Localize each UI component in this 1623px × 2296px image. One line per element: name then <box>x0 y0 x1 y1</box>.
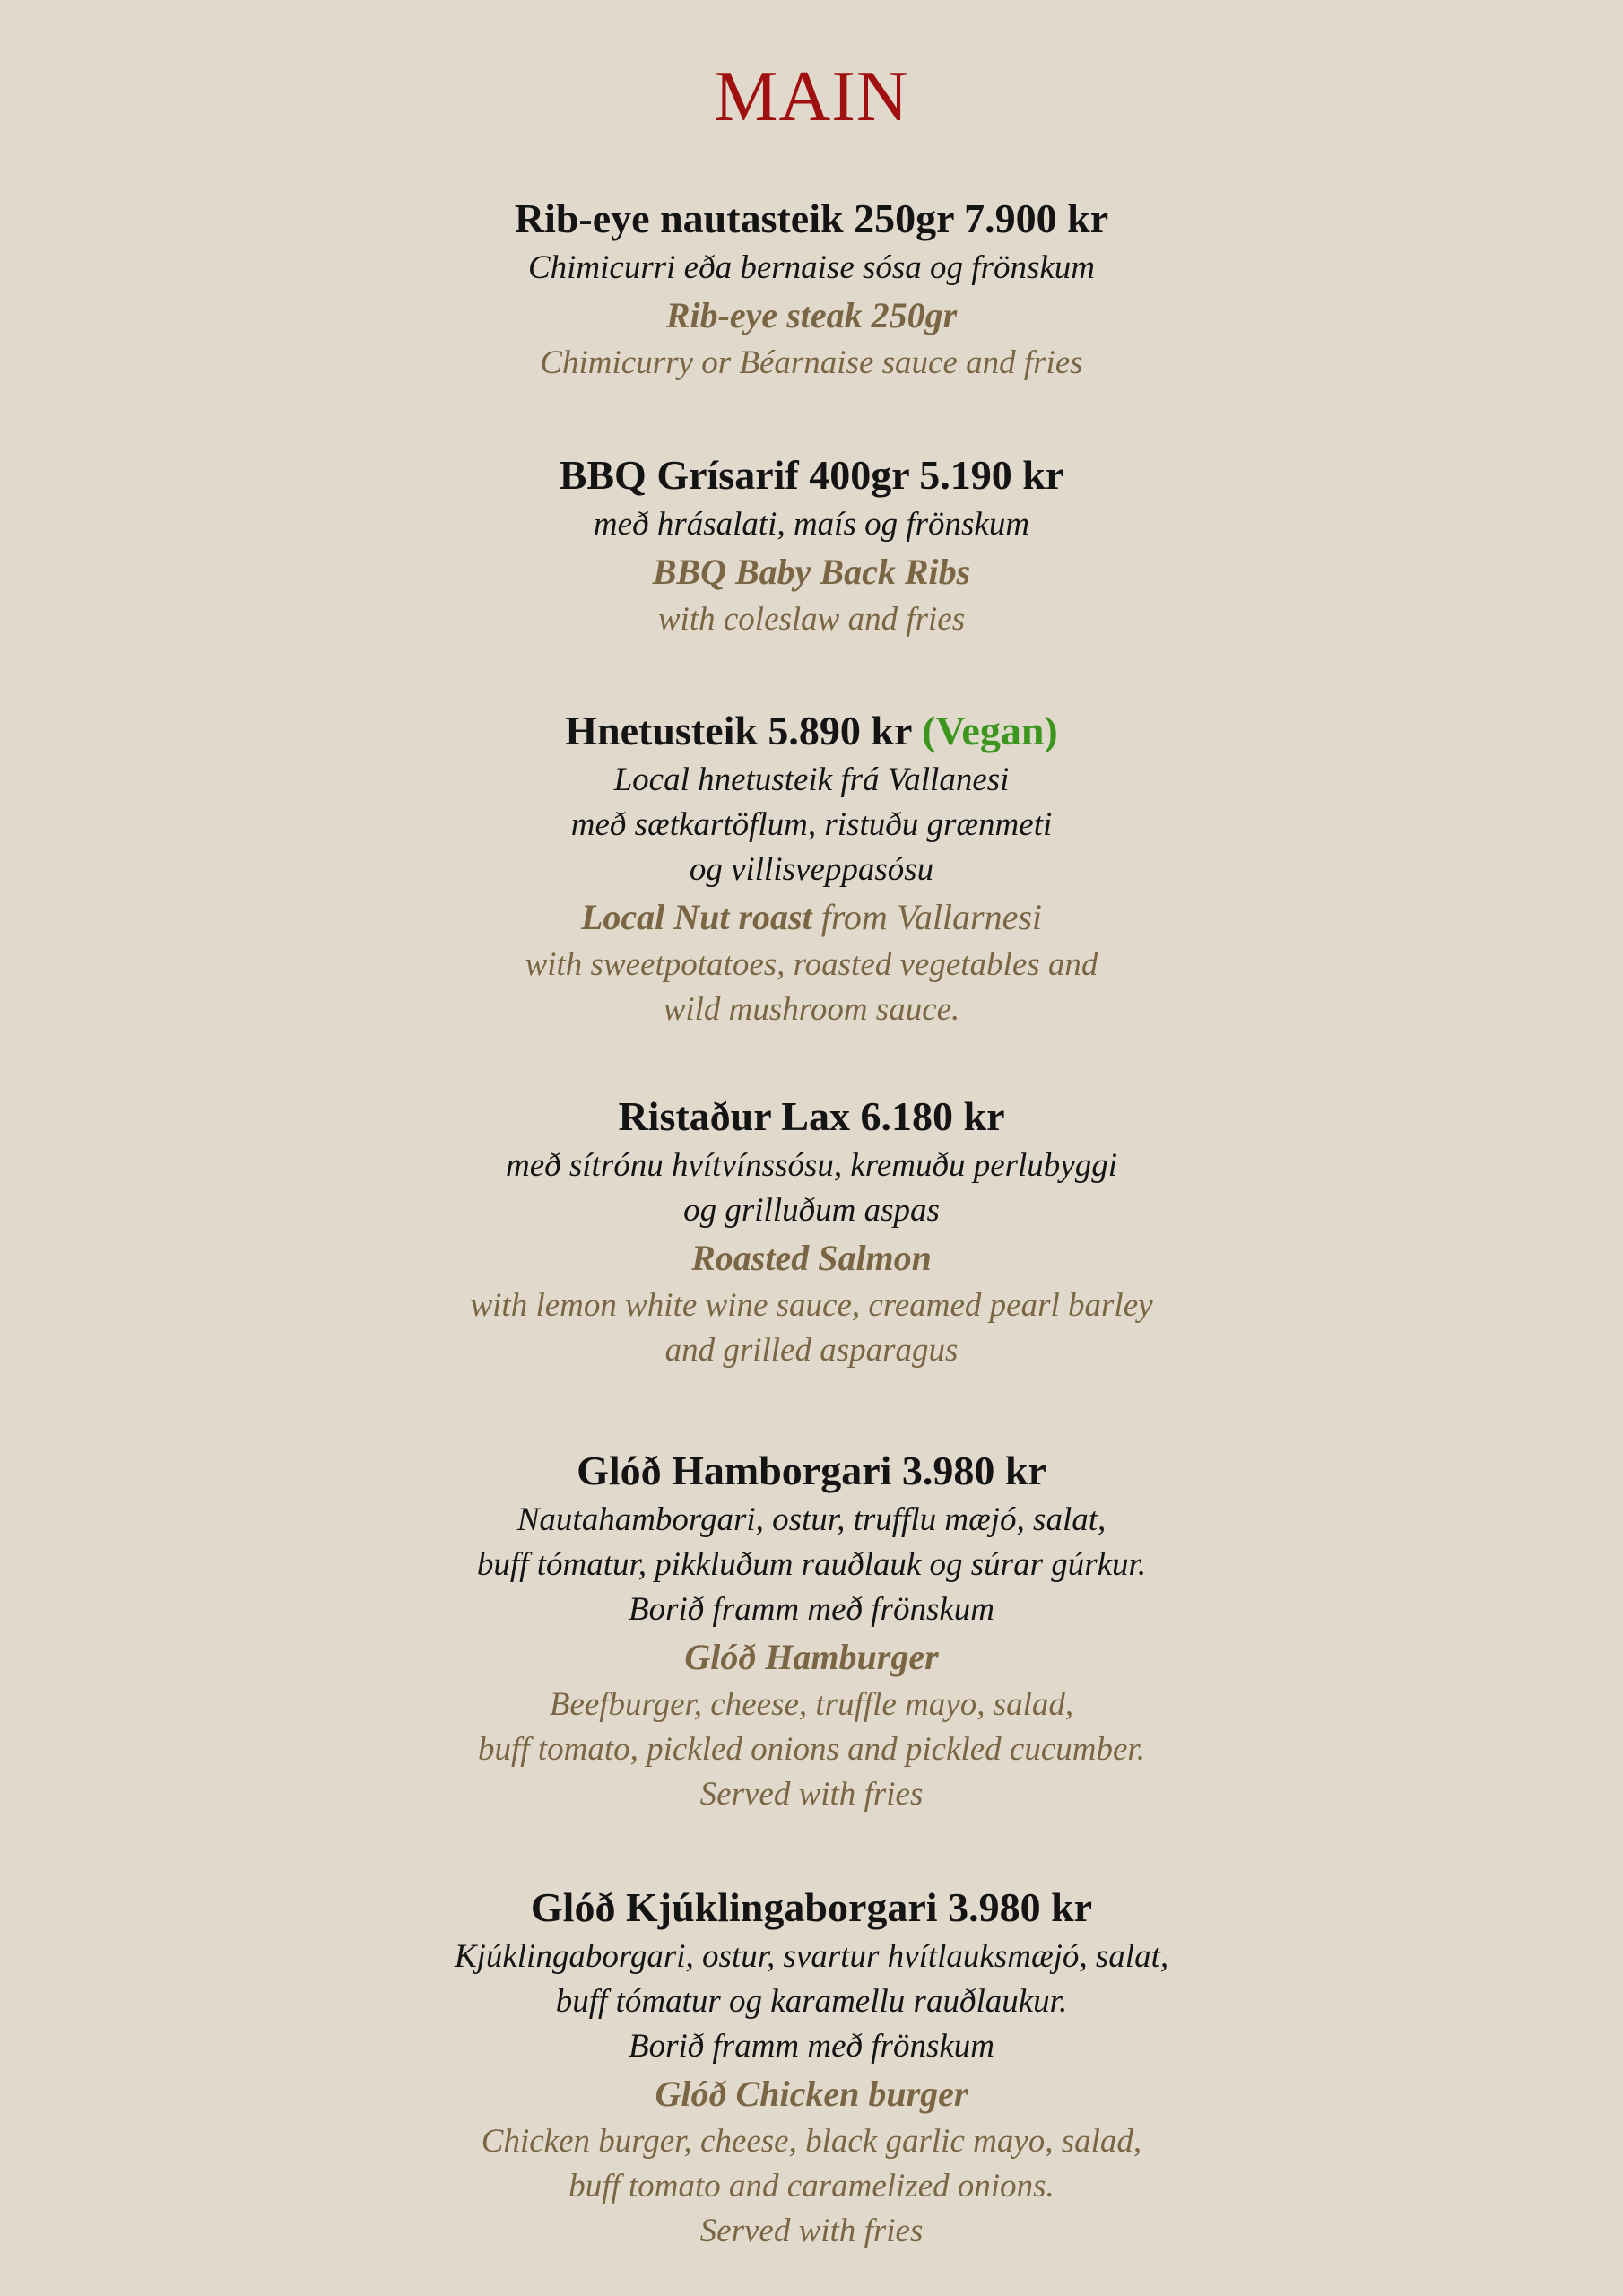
item-description-is: Nautahamborgari, ostur, trufflu mæjó, salat, <box>516 1501 1107 1538</box>
item-name-en: BBQ Baby Back Ribs <box>652 552 971 592</box>
item-heading-line <box>0 704 1623 758</box>
menu-item <box>0 704 1623 1032</box>
item-name-en: Local Nut roast <box>580 897 812 937</box>
item-description-en: and grilled asparagus <box>664 1332 959 1369</box>
item-heading: Glóð Hamborgari 3.980 kr <box>577 1448 1046 1493</box>
item-description-en: with lemon white wine sauce, creamed pearl barley <box>470 1287 1153 1324</box>
menu-item <box>0 1444 1623 1817</box>
item-description-is: og grilluðum aspas <box>683 1192 940 1229</box>
item-description-en: Chimicurry or Béarnaise sauce and fries <box>540 344 1083 381</box>
menu-title: MAIN <box>714 57 909 136</box>
item-heading: BBQ Grísarif 400gr 5.190 kr <box>559 452 1064 498</box>
item-description-en: buff tomato, pickled onions and pickled cucumber. <box>478 1731 1145 1768</box>
item-description-is: buff tómatur og karamellu rauðlaukur. <box>555 1983 1068 2020</box>
menu-item <box>0 448 1623 642</box>
item-heading: Rib-eye nautasteik 250gr 7.900 kr <box>514 196 1109 241</box>
item-name-en: Glóð Chicken burger <box>655 2074 968 2114</box>
item-description-is: og villisveppasósu <box>689 851 934 888</box>
item-description-is: með hrásalati, maís og frönskum <box>593 506 1030 543</box>
item-description-is: buff tómatur, pikkluðum rauðlauk og súrar gúrkur. <box>476 1546 1147 1583</box>
item-description-is: með sítrónu hvítvínssósu, kremuðu perlubyggi <box>505 1147 1118 1184</box>
item-name-en-line <box>0 892 1623 943</box>
item-name-en: Glóð Hamburger <box>684 1637 939 1677</box>
item-heading: Glóð Kjúklingaborgari 3.980 kr <box>530 1884 1093 1930</box>
menu-item <box>0 192 1623 386</box>
item-description-en: with sweetpotatoes, roasted vegetables and <box>525 946 1098 983</box>
item-description-en: wild mushroom sauce. <box>663 991 960 1028</box>
vegan-tag: (Vegan) <box>922 708 1058 753</box>
item-description-en: Served with fries <box>699 1776 924 1813</box>
item-heading: Ristaður Lax 6.180 kr <box>618 1093 1005 1139</box>
item-description-en: Served with fries <box>699 2213 924 2249</box>
item-name-en: Rib-eye steak 250gr <box>665 295 958 335</box>
item-description-en: buff tomato and caramelized onions. <box>568 2168 1055 2205</box>
item-description-en: Beefburger, cheese, truffle mayo, salad, <box>549 1686 1074 1723</box>
item-description-en: with coleslaw and fries <box>657 601 966 638</box>
item-description-is: með sætkartöflum, ristuðu grænmeti <box>570 806 1053 843</box>
item-description-is: Chimicurri eða bernaise sósa og frönskum <box>527 249 1096 286</box>
item-description-is: Local hnetusteik frá Vallanesi <box>613 761 1010 798</box>
item-name-en: Roasted Salmon <box>691 1238 932 1278</box>
item-description-is: Borið framm með frönskum <box>628 2028 994 2065</box>
item-heading: Hnetusteik 5.890 kr <box>565 708 912 753</box>
menu-item <box>0 1090 1623 1373</box>
item-description-is: Kjúklingaborgari, ostur, svartur hvítlauksmæjó, salat, <box>454 1938 1169 1975</box>
item-description-en: Chicken burger, cheese, black garlic mayo, salad, <box>481 2123 1142 2160</box>
item-description-is: Borið framm með frönskum <box>628 1591 994 1628</box>
item-name-en-suffix: from Vallarnesi <box>812 897 1043 937</box>
menu-item <box>0 1881 1623 2254</box>
